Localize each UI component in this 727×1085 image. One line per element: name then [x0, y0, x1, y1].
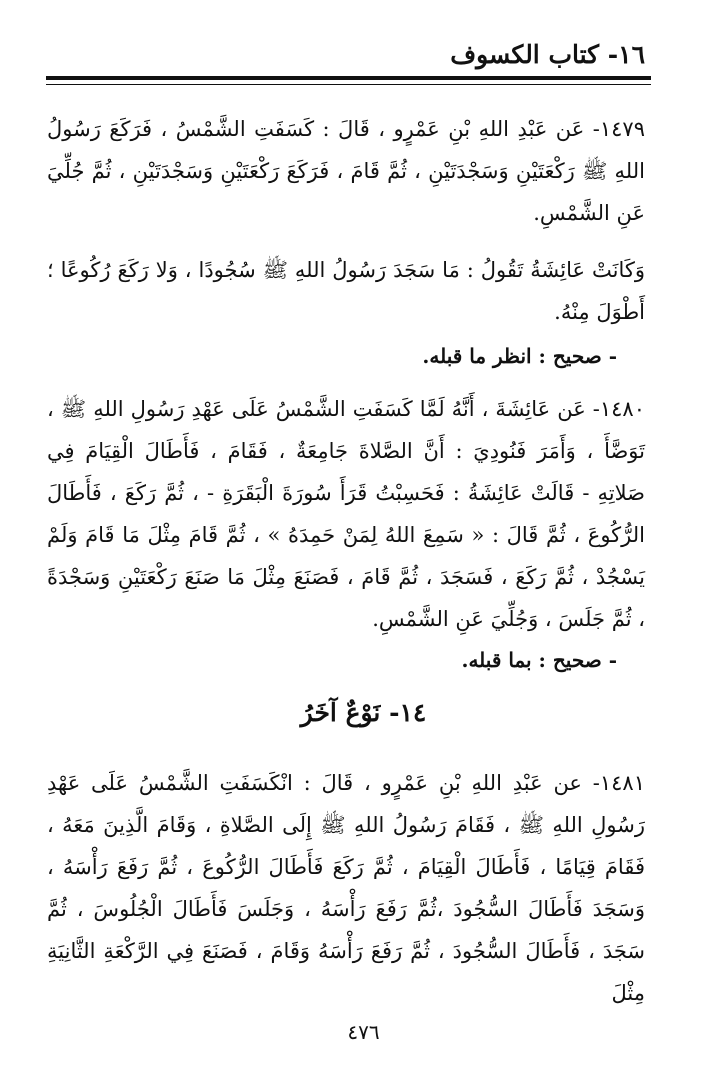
hadith-1479-grade: - صحيح : انظر ما قبله.: [422, 344, 617, 368]
hadith-1481-text: ١٤٨١- عن عَبْدِ اللهِ بْنِ عَمْرٍو ، قَالَ : انْكَسَفَتِ الشَّمْسُ عَلَى عَهْدِ رَسُولِ اللهِ ﷺ ، فَقَامَ رَسُولُ اللهِ ﷺ إِلَى الصَّلاةِ ، وَقَامَ الَّذِينَ مَعَهُ ، فَقَامَ قِيَامًا ، فَأَطَالَ الْقِيَامَ ، ثُمَّ رَكَعَ فَأَطَالَ الرُّكُوعَ ، ثُمَّ رَفَعَ رَأْسَهُ ، وَسَجَدَ فَأَطَالَ السُّجُودَ ،ثُمَّ رَفَعَ رَأْسَهُ ، وَجَلَسَ فَأَطَالَ الْجُلُوسَ ، ثُمَّ سَجَدَ ، فَأَطَالَ السُّجُودَ ، ثُمَّ رَفَعَ رَأْسَهُ وَقَامَ ، فَصَنَعَ فِي الرَّكْعَةِ الثَّانِيَةِ مِثْلَ: [47, 771, 645, 1005]
hadith-1480-text: ١٤٨٠- عَن عَائِشَةَ ، أَنَّهُ لَمَّا كَسَفَتِ الشَّمْسُ عَلَى عَهْدِ رَسُولِ اللهِ ﷺ ، تَوَضَّأَ ، وَأَمَرَ فَنُودِيَ : أَنَّ الصَّلاةَ جَامِعَةٌ ، فَقَامَ ، فَأَطَالَ الْقِيَامَ فِي صَلاتِهِ - قَالَتْ عَائِشَةُ : فَحَسِبْتُ قَرَأَ سُورَةَ الْبَقَرَةِ - ، ثُمَّ رَكَعَ ، فَأَطَالَ الرُّكُوعَ ، ثُمَّ قَالَ : « سَمِعَ اللهُ لِمَنْ حَمِدَهُ » ، ثُمَّ قَامَ مِثْلَ مَا قَامَ وَلَمْ يَسْجُدْ ، ثُمَّ رَكَعَ ، فَسَجَدَ ، ثُمَّ قَامَ ، فَصَنَعَ مِثْلَ مَا صَنَعَ رَكْعَتَيْنِ وَسَجْدَةً ، ثُمَّ جَلَسَ ، وَجُلِّيَ عَنِ الشَّمْسِ.: [47, 397, 645, 631]
hadith-1480-grade: - صحيح : بما قبله.: [461, 648, 617, 672]
section-heading: ١٤- نَوْعٌ آخَرُ: [300, 698, 427, 727]
hadith-1479-continuation: وَكَانَتْ عَائِشَةُ تَقُولُ : مَا سَجَدَ رَسُولُ اللهِ ﷺ سُجُودًا ، وَلا رَكَعَ رُكُوعًا ؛ أَطْوَلَ مِنْهُ.: [47, 258, 645, 324]
running-header: ١٦- كتاب الكسوف: [450, 40, 645, 69]
header-rule: [46, 76, 651, 80]
hadith-1479-text: ١٤٧٩- عَن عَبْدِ اللهِ بْنِ عَمْرٍو ، قَالَ : كَسَفَتِ الشَّمْسُ ، فَرَكَعَ رَسُولُ اللهِ ﷺ رَكْعَتَيْنِ وَسَجْدَتَيْنِ ، ثُمَّ قَامَ ، فَرَكَعَ رَكْعَتَيْنِ وَسَجْدَتَيْنِ ، ثُمَّ جُلِّيَ عَنِ الشَّمْسِ.: [47, 117, 645, 225]
page-number: ٤٧٦: [347, 1020, 380, 1044]
header-rule-thin: [46, 84, 651, 85]
